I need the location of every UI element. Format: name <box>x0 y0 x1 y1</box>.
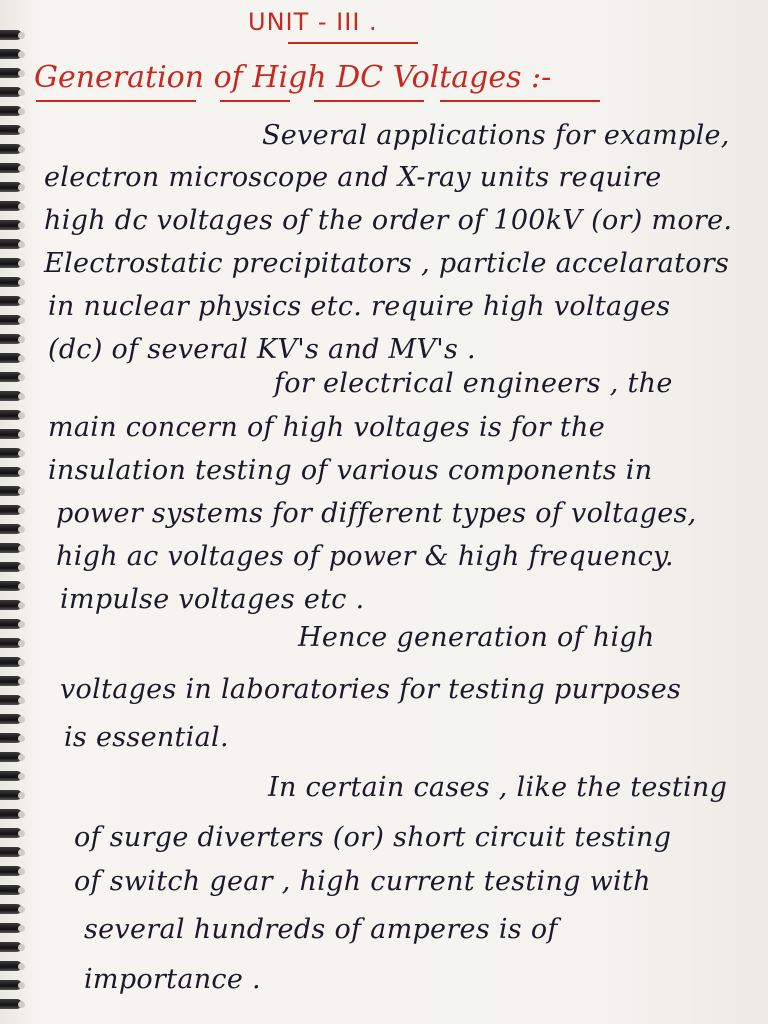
punch-hole <box>18 944 25 951</box>
punch-hole <box>18 70 25 77</box>
punch-hole <box>18 184 25 191</box>
page-heading <box>34 60 734 95</box>
punch-hole <box>18 659 25 666</box>
punch-hole <box>18 697 25 704</box>
punch-hole <box>18 583 25 590</box>
body-line: Hence generation of high <box>298 622 655 653</box>
punch-hole <box>18 716 25 723</box>
body-line: voltages in laboratories for testing purposes <box>60 674 682 705</box>
punch-hole <box>18 336 25 343</box>
punch-hole <box>18 203 25 210</box>
body-line: insulation testing of various components in <box>48 455 653 486</box>
punch-hole <box>18 868 25 875</box>
punch-hole <box>18 165 25 172</box>
punch-hole <box>18 89 25 96</box>
body-line: In certain cases , like the testing <box>268 772 728 803</box>
punch-hole <box>18 621 25 628</box>
body-line: high ac voltages of power & high frequency. <box>56 541 674 572</box>
body-line: main concern of high voltages is for the <box>48 412 605 443</box>
punch-hole <box>18 925 25 932</box>
punch-hole <box>18 906 25 913</box>
punch-hole <box>18 298 25 305</box>
body-line: importance . <box>84 964 261 995</box>
punch-hole <box>18 279 25 286</box>
heading-underline <box>440 100 600 102</box>
body-line: of switch gear , high current testing with <box>74 866 651 897</box>
punch-hole <box>18 564 25 571</box>
body-line: several hundreds of amperes is of <box>84 914 558 945</box>
binding-holes <box>18 30 28 1020</box>
punch-hole <box>18 374 25 381</box>
punch-hole <box>18 602 25 609</box>
punch-hole <box>18 982 25 989</box>
punch-hole <box>18 545 25 552</box>
punch-hole <box>18 127 25 134</box>
page-heading-text: Generation of High DC Voltages :- <box>34 60 552 95</box>
punch-hole <box>18 450 25 457</box>
punch-hole <box>18 526 25 533</box>
heading-underline <box>36 100 196 102</box>
punch-hole <box>18 754 25 761</box>
punch-hole <box>18 735 25 742</box>
punch-hole <box>18 811 25 818</box>
punch-hole <box>18 32 25 39</box>
body-line: electron microscope and X-ray units require <box>44 162 662 193</box>
punch-hole <box>18 640 25 647</box>
punch-hole <box>18 355 25 362</box>
punch-hole <box>18 1001 25 1008</box>
punch-hole <box>18 469 25 476</box>
punch-hole <box>18 241 25 248</box>
punch-hole <box>18 849 25 856</box>
punch-hole <box>18 830 25 837</box>
punch-hole <box>18 393 25 400</box>
heading-underline <box>314 100 424 102</box>
punch-hole <box>18 222 25 229</box>
punch-hole <box>18 507 25 514</box>
body-line: in nuclear physics etc. require high voltages <box>48 291 671 322</box>
body-line: Several applications for example, <box>262 120 730 151</box>
punch-hole <box>18 678 25 685</box>
body-line: power systems for different types of voltages, <box>56 498 697 529</box>
punch-hole <box>18 412 25 419</box>
punch-hole <box>18 963 25 970</box>
punch-hole <box>18 51 25 58</box>
body-line: Electrostatic precipitators , particle accelarators <box>44 248 730 279</box>
body-line: is essential. <box>64 722 229 753</box>
punch-hole <box>18 146 25 153</box>
body-line: (dc) of several KV's and MV's . <box>48 334 476 365</box>
body-line: impulse voltages etc . <box>60 584 365 615</box>
punch-hole <box>18 773 25 780</box>
punch-hole <box>18 317 25 324</box>
punch-hole <box>18 792 25 799</box>
punch-hole <box>18 108 25 115</box>
body-line: for electrical engineers , the <box>274 368 673 399</box>
punch-hole <box>18 488 25 495</box>
unit-title-underline <box>288 42 418 44</box>
punch-hole <box>18 431 25 438</box>
unit-title-text: UNIT - III . <box>248 8 378 36</box>
punch-hole <box>18 260 25 267</box>
unit-title <box>248 8 508 36</box>
punch-hole <box>18 887 25 894</box>
body-line: of surge diverters (or) short circuit testing <box>74 822 672 853</box>
body-line: high dc voltages of the order of 100kV (or) more. <box>44 205 733 236</box>
heading-underline <box>220 100 290 102</box>
